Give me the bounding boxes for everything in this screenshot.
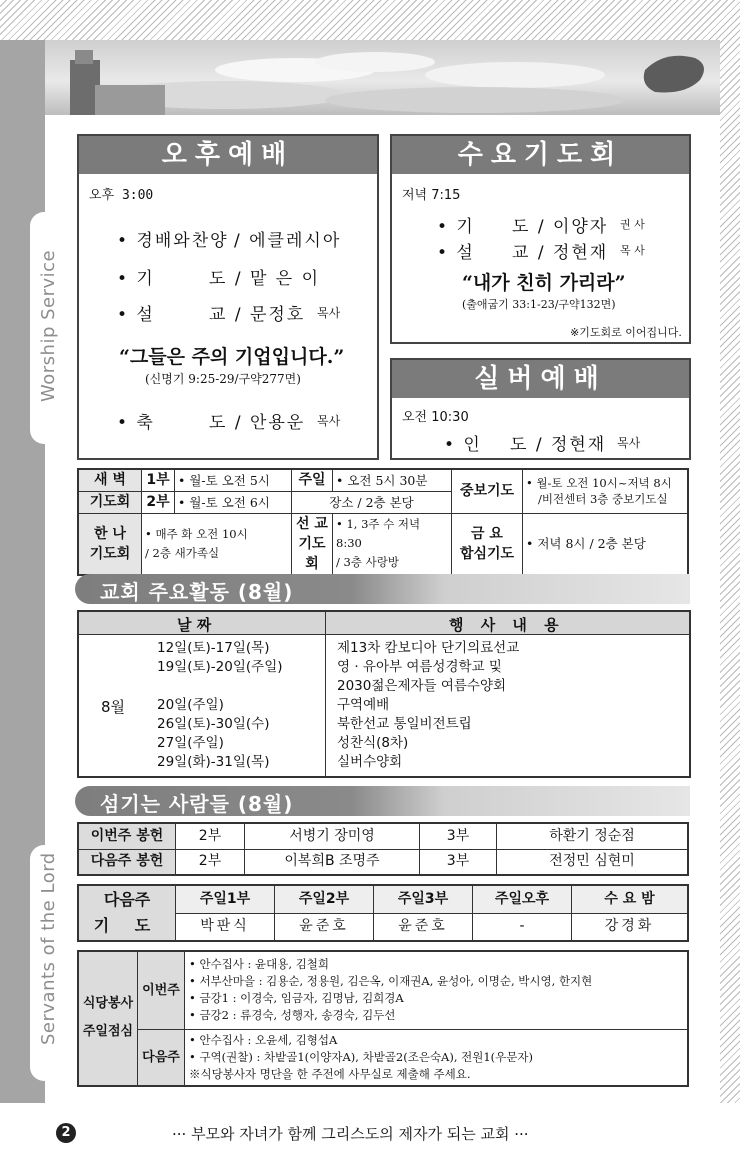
- wednesday-quote: “내가 친히 가리라”: [462, 272, 626, 294]
- activity-event: 구역예배: [337, 697, 390, 713]
- hannah-label-bottom: 기도회: [89, 545, 131, 562]
- header-banner: [45, 40, 720, 115]
- intercession-label: 중보기도: [452, 469, 523, 513]
- activity-event: 영 · 유아부 여름성경학교 및: [337, 659, 502, 675]
- servants-title: 섬기는 사람들 (8월): [100, 792, 294, 816]
- afternoon-item-praise-label: • 경배와찬양: [117, 231, 229, 251]
- mission-label-bottom: 기도회: [298, 535, 326, 572]
- activity-event: 북한선교 통일비전트립: [337, 716, 472, 732]
- activities-header-event: 행 사 내 용: [449, 616, 565, 634]
- table-row: [78, 885, 688, 913]
- kitchen-next-line: ※식당봉사자 명단을 한 주전에 사무실로 제출해 주세요.: [189, 1066, 471, 1081]
- offering-next-p1: 2부: [176, 849, 245, 875]
- wednesday-item-sermon-suffix: 목 사: [620, 244, 645, 257]
- offering-this-label: 이번주 봉헌: [78, 823, 176, 849]
- senior-item-suffix: 목사: [617, 436, 641, 450]
- offering-next-n2: 전정민 심현미: [497, 849, 689, 875]
- next-prayer-n5: 강경화: [572, 913, 689, 941]
- activity-date: 20일(주일): [157, 697, 224, 713]
- wednesday-time: 저녁 7:15: [402, 188, 461, 203]
- hannah-label: [78, 513, 142, 575]
- table-row: [78, 513, 688, 575]
- page-number: 2: [56, 1123, 76, 1143]
- activity-date: [157, 677, 283, 696]
- table-row: [78, 951, 688, 1029]
- afternoon-item-praise-value: / 에클레시아: [234, 231, 342, 251]
- dawn-sunday: 주일: [292, 469, 333, 491]
- activity-event: 2030젊은제자들 여름수양회: [337, 678, 507, 694]
- next-prayer-n4: -: [473, 913, 572, 941]
- kitchen-this-list: [185, 951, 689, 1029]
- table-row: [78, 849, 688, 875]
- afternoon-item-prayer-label: • 기: [117, 269, 155, 289]
- kitchen-label: [78, 951, 138, 1086]
- activities-dates: [157, 639, 283, 772]
- mission-detail: [333, 513, 452, 575]
- offering-this-p1: 2부: [176, 823, 245, 849]
- activity-date: 26일(토)-30일(수): [157, 716, 270, 732]
- friday-label-top: 금 요: [471, 525, 503, 542]
- hannah-time: • 매주 화 오전 10시: [145, 526, 248, 541]
- intercession-time: • 월-토 오전 10시~저녁 8시: [526, 476, 672, 491]
- senior-item-label: • 인: [444, 435, 482, 455]
- table-row: [78, 469, 688, 491]
- side-tab-worship: [30, 212, 70, 444]
- afternoon-time: 오후 3:00: [89, 188, 154, 203]
- kitchen-table: [77, 950, 689, 1087]
- afternoon-item-sermon-suffix: 목사: [317, 306, 341, 320]
- dawn-part1: 1부: [142, 469, 175, 491]
- page-footer: [0, 1103, 740, 1167]
- next-prayer-label-top: 다음주: [103, 890, 151, 909]
- offering-table: [77, 822, 689, 876]
- mission-time: • 1, 3주 수 저녁 8:30: [336, 517, 421, 550]
- afternoon-quote: “그들은 주의 기업입니다.”: [119, 346, 345, 368]
- activity-event: 성찬식(8차): [337, 735, 409, 751]
- kitchen-this-line: • 안수집사 : 윤대용, 김철희: [189, 957, 330, 972]
- next-prayer-label: [78, 885, 176, 941]
- activity-event: 실버수양회: [337, 754, 403, 770]
- dawn-place: 장소 / 2층 본당: [292, 491, 452, 513]
- activities-divider: [325, 612, 326, 776]
- hannah-place: / 2층 새가족실: [145, 545, 220, 560]
- offering-this-n2: 하환기 정순점: [497, 823, 689, 849]
- senior-service-box: [390, 358, 691, 460]
- kitchen-label-top: 식당봉사: [82, 996, 134, 1012]
- activity-event: 제13차 캄보디아 단기의료선교: [337, 640, 520, 656]
- activities-month: 8월: [101, 698, 126, 716]
- prayer-meetings-table: [77, 468, 689, 576]
- next-prayer-label-bottom: 기 도: [93, 916, 161, 935]
- wednesday-prayer-box: [390, 134, 691, 344]
- kitchen-label-bottom: 주일점심: [82, 1024, 134, 1040]
- next-prayer-n3: 윤준호: [374, 913, 473, 941]
- dawn-label-2: 기도회: [78, 491, 142, 513]
- mission-label-top: 선 교: [296, 515, 328, 532]
- intercession-detail: [523, 469, 689, 513]
- afternoon-reference: (신명기 9:25-29/구약277면): [145, 372, 301, 386]
- dawn-part2: 2부: [142, 491, 175, 513]
- afternoon-benediction-value: 도 / 안용운: [209, 413, 306, 433]
- dawn-part2-time: • 월-토 오전 6시: [175, 491, 292, 513]
- friday-label-bottom: 합심기도: [459, 545, 515, 562]
- senior-time: 오전 10:30: [402, 410, 469, 425]
- kitchen-next-list: [185, 1029, 689, 1086]
- kitchen-this-line: • 서부산마을 : 김용순, 정용원, 김은옥, 이재권A, 윤성아, 이명순, 박시영, 한지현: [189, 974, 593, 989]
- wednesday-reference: (출애굽기 33:1-23/구약132면): [462, 298, 616, 311]
- next-prayer-h3: 주일3부: [374, 885, 473, 913]
- afternoon-item-sermon-value: 교 / 문정호: [209, 305, 306, 325]
- mission-label: [292, 513, 333, 575]
- afternoon-title: 오후예배: [79, 136, 377, 174]
- footer-motto: ··· 부모와 자녀가 함께 그리스도의 제자가 되는 교회 ···: [172, 1125, 529, 1143]
- dawn-label: 새 벽: [78, 469, 142, 491]
- friday-label: [452, 513, 523, 575]
- senior-title: 실버예배: [392, 360, 689, 398]
- dawn-part1-time: • 월-토 오전 5시: [175, 469, 292, 491]
- intercession-place: /비전센터 3층 중보기도실: [538, 492, 668, 507]
- activities-events: [337, 639, 519, 772]
- offering-next-label: 다음주 봉헌: [78, 849, 176, 875]
- next-prayer-n2: 윤준호: [275, 913, 374, 941]
- next-prayer-h2: 주일2부: [275, 885, 374, 913]
- activities-title: 교회 주요활동 (8월): [100, 580, 294, 604]
- wednesday-title: 수요기도회: [392, 136, 689, 174]
- next-prayer-table: [77, 884, 689, 942]
- activities-header-date: 날 짜: [177, 616, 212, 634]
- friday-detail: • 저녁 8시 / 2층 본당: [523, 513, 689, 575]
- wednesday-note: ※기도회로 이어집니다.: [570, 326, 682, 339]
- side-tab-servants: [30, 845, 70, 1081]
- table-row: [78, 823, 688, 849]
- sky-illustration: [45, 40, 720, 115]
- mission-place: / 3층 사랑방: [336, 555, 399, 569]
- dawn-sunday-time: • 오전 5시 30분: [333, 469, 452, 491]
- kitchen-this-line: • 금강2 : 류경숙, 성행자, 송경숙, 김두선: [189, 1008, 396, 1023]
- hannah-detail: [142, 513, 292, 575]
- next-prayer-n1: 박판식: [176, 913, 275, 941]
- offering-this-p2: 3부: [420, 823, 497, 849]
- next-prayer-h5: 수 요 밤: [572, 885, 689, 913]
- wednesday-item-sermon-label: • 설: [437, 243, 475, 263]
- senior-item-value: 도 / 정현재: [510, 435, 607, 455]
- next-prayer-h4: 주일오후: [473, 885, 572, 913]
- offering-next-p2: 3부: [420, 849, 497, 875]
- table-row: [78, 1029, 688, 1086]
- hannah-label-top: 한 나: [94, 525, 126, 542]
- offering-this-n1: 서병기 장미영: [245, 823, 420, 849]
- offering-next-n1: 이복희B 조명주: [245, 849, 420, 875]
- kitchen-this-line: • 금강1 : 이경숙, 임금자, 김명남, 김희경A: [189, 991, 404, 1006]
- wednesday-item-sermon-value: 교 / 정현재: [512, 243, 609, 263]
- side-tab-servants-label: Servants of the Lord: [38, 852, 59, 1045]
- activity-date: 29일(화)-31일(목): [157, 754, 270, 770]
- kitchen-next-line: • 구역(권찰) : 차밭골1(이양자A), 차밭골2(조은숙A), 전원1(우문자): [189, 1049, 533, 1064]
- next-prayer-h1: 주일1부: [176, 885, 275, 913]
- afternoon-item-prayer-value: 도 / 맡 은 이: [209, 269, 321, 289]
- wednesday-item-prayer-suffix: 권 사: [620, 218, 645, 231]
- afternoon-service-box: [77, 134, 379, 460]
- activity-date: 27일(주일): [157, 735, 224, 751]
- activities-header-row: [79, 612, 689, 635]
- afternoon-benediction-suffix: 목사: [317, 414, 341, 428]
- kitchen-next-line: • 안수집사 : 오윤세, 김형섭A: [189, 1032, 338, 1047]
- afternoon-benediction-label: • 축: [117, 413, 155, 433]
- wednesday-item-prayer-value: 도 / 이양자: [512, 217, 609, 237]
- side-tab-worship-label: Worship Service: [38, 249, 59, 402]
- kitchen-next-week: 다음주: [138, 1029, 185, 1086]
- activities-table: [77, 610, 691, 778]
- activity-date: 19일(토)-20일(주일): [157, 659, 283, 675]
- wednesday-item-prayer-label: • 기: [437, 217, 475, 237]
- afternoon-item-sermon-label: • 설: [117, 305, 155, 325]
- activity-date: 12일(토)-17일(목): [157, 640, 270, 656]
- kitchen-this-week: 이번주: [138, 951, 185, 1029]
